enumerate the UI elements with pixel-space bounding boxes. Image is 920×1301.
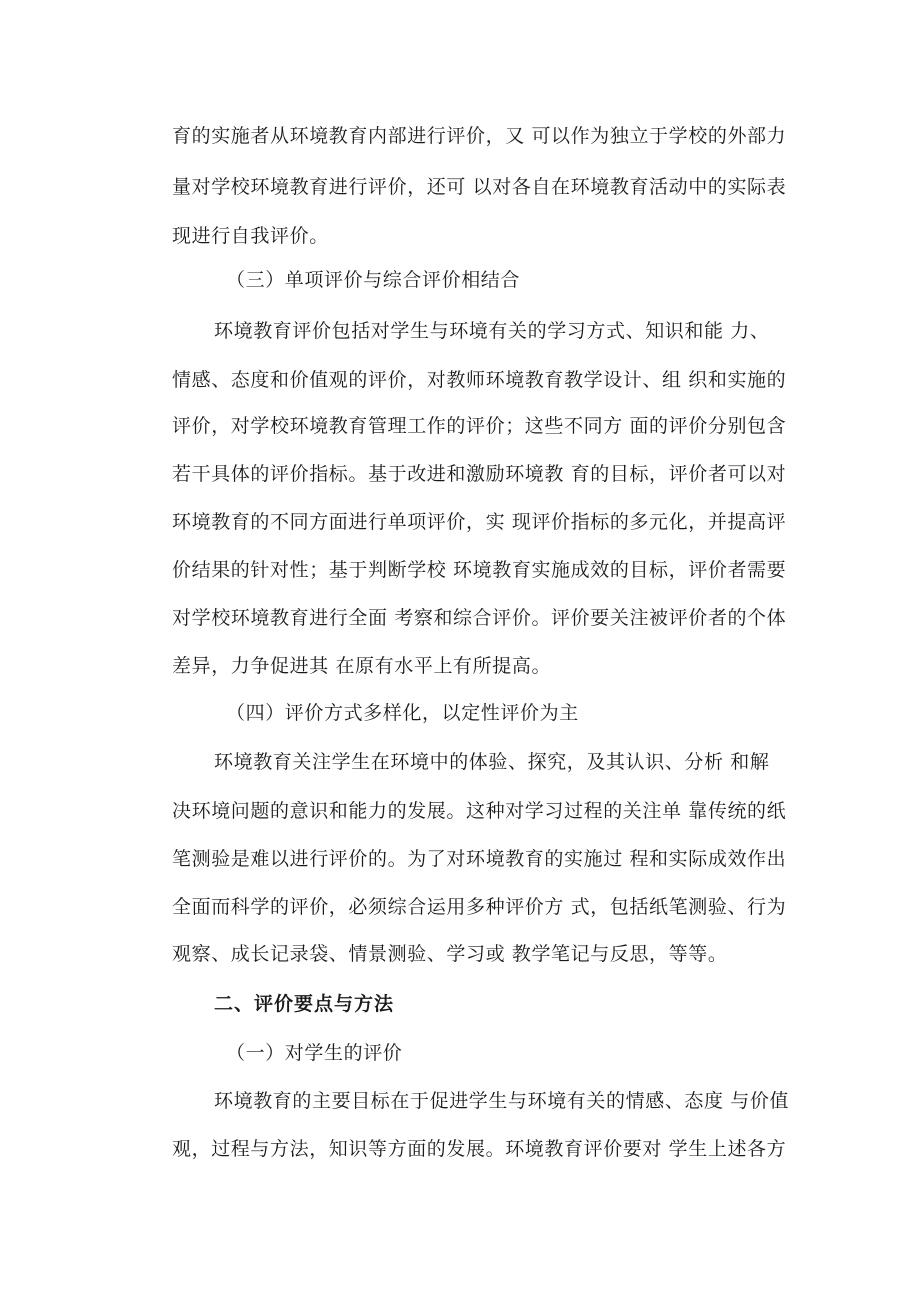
paragraph-line: 价结果的针对性；基于判断学校 环境教育实施成效的目标，评价者需要 bbox=[172, 559, 787, 581]
paragraph-line: 现进行自我评价。 bbox=[172, 225, 329, 247]
section-heading: 二、评价要点与方法 bbox=[214, 993, 395, 1015]
paragraph-line: 环境教育的主要目标在于促进学生与环境有关的情感、态度 与价值 bbox=[214, 1090, 790, 1112]
paragraph-line: 差异，力争促进其 在原有水平上有所提高。 bbox=[172, 655, 552, 677]
paragraph-line: 决环境问题的意识和能力的发展。这种对学习过程的关注单 靠传统的纸 bbox=[172, 800, 787, 822]
paragraph-line: 若干具体的评价指标。基于改进和激励环境教 育的目标，评价者可以对 bbox=[172, 463, 787, 485]
paragraph-line: 笔测验是难以进行评价的。为了对环境教育的实施过 程和实际成效作出 bbox=[172, 848, 787, 870]
paragraph-line: 环境教育的不同方面进行单项评价，实 现评价指标的多元化，并提高评 bbox=[172, 511, 787, 533]
paragraph-line: 环境教育评价包括对学生与环境有关的学习方式、知识和能 力、 bbox=[214, 320, 770, 342]
paragraph-line: 育的实施者从环境教育内部进行评价，又 可以作为独立于学校的外部力 bbox=[172, 125, 787, 147]
paragraph-line: 全面而科学的评价，必须综合运用多种评价方 式，包括纸笔测验、行为 bbox=[172, 896, 787, 918]
paragraph-line: 观，过程与方法，知识等方面的发展。环境教育评价要对 学生上述各方 bbox=[172, 1138, 787, 1160]
section-subheading: （四）评价方式多样化，以定性评价为主 bbox=[226, 702, 579, 724]
section-subheading: （一）对学生的评价 bbox=[226, 1042, 403, 1064]
paragraph-line: 量对学校环境教育进行评价，还可 以对各自在环境教育活动中的实际表 bbox=[172, 176, 787, 198]
section-subheading: （三）单项评价与综合评价相结合 bbox=[226, 269, 521, 291]
paragraph-line: 观察、成长记录袋、情景测验、学习或 教学笔记与反思，等等。 bbox=[172, 943, 728, 965]
paragraph-line: 环境教育关注学生在环境中的体验、探究，及其认识、分析 和解 bbox=[214, 751, 770, 773]
paragraph-line: 情感、态度和价值观的评价，对教师环境教育教学设计、组 织和实施的 bbox=[172, 369, 787, 391]
paragraph-line: 评价，对学校环境教育管理工作的评价；这些不同方 面的评价分别包含 bbox=[172, 415, 787, 437]
paragraph-line: 对学校环境教育进行全面 考察和综合评价。评价要关注被评价者的个体 bbox=[172, 607, 787, 629]
